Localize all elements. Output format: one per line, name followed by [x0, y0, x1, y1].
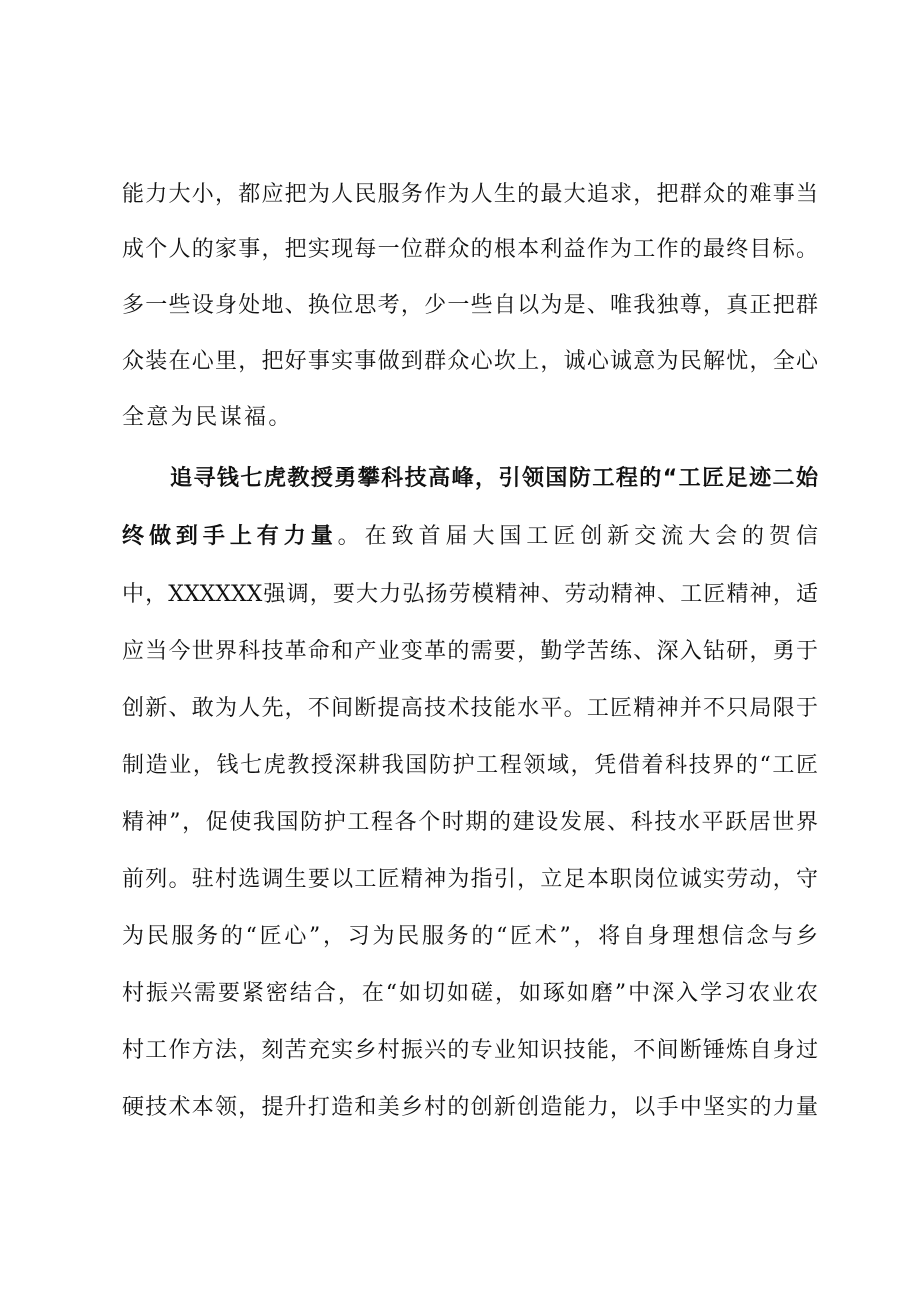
body-text-line: 精神”，促使我国防护工程各个时期的建设发展、科技水平跃居世界 — [122, 810, 818, 835]
section-heading-bold: 终做到手上有力量 — [122, 524, 338, 549]
body-text-line: 为民服务的“匠心”，习为民服务的“匠术”，将自身理想信念与乡 — [122, 924, 818, 949]
body-text-line: 创新、敢为人先，不间断提高技术技能水平。工匠精神并不只局限于 — [122, 696, 818, 721]
body-text-line: 多一些设身处地、换位思考，少一些自以为是、唯我独尊，真正把群 — [122, 293, 818, 318]
body-text-line: 村振兴需要紧密结合，在“如切如磋，如琢如磨”中深入学习农业农 — [122, 981, 818, 1006]
body-text-line: 全意为民谋福。 — [122, 405, 293, 430]
section-heading-line: 追寻钱七虎教授勇攀科技高峰，引领国防工程的“工匠足迹二始 — [170, 466, 818, 491]
body-text-line: 硬技术本领，提升打造和美乡村的创新创造能力，以手中坚实的力量 — [122, 1095, 818, 1120]
body-text-line: 应当今世界科技革命和产业变革的需要，勤学苦练、深入钻研，勇于 — [122, 639, 818, 664]
body-text-line: 村工作方法，刻苦充实乡村振兴的专业知识技能，不间断锤炼自身过 — [122, 1038, 818, 1063]
body-text-line: 成个人的家事，把实现每一位群众的根本利益作为工作的最终目标。 — [122, 237, 818, 262]
body-text-line: 制造业，钱七虎教授深耕我国防护工程领域，凭借着科技界的“工匠 — [122, 753, 818, 778]
body-text-run: 。在致首届大国工匠创新交流大会的贺信 — [337, 524, 818, 549]
body-text-line: 中，XXXXXX强调，要大力弘扬劳模精神、劳动精神、工匠精神，适 — [122, 582, 818, 607]
body-text-line: 能力大小，都应把为人民服务作为人生的最大追求，把群众的难事当 — [122, 182, 818, 207]
body-text-line: 众装在心里，把好事实事做到群众心坎上，诚心诚意为民解忧，全心 — [122, 349, 818, 374]
body-text-line: 前列。驻村选调生要以工匠精神为指引，立足本职岗位诚实劳动，守 — [122, 867, 818, 892]
section-heading-line — [122, 522, 818, 552]
